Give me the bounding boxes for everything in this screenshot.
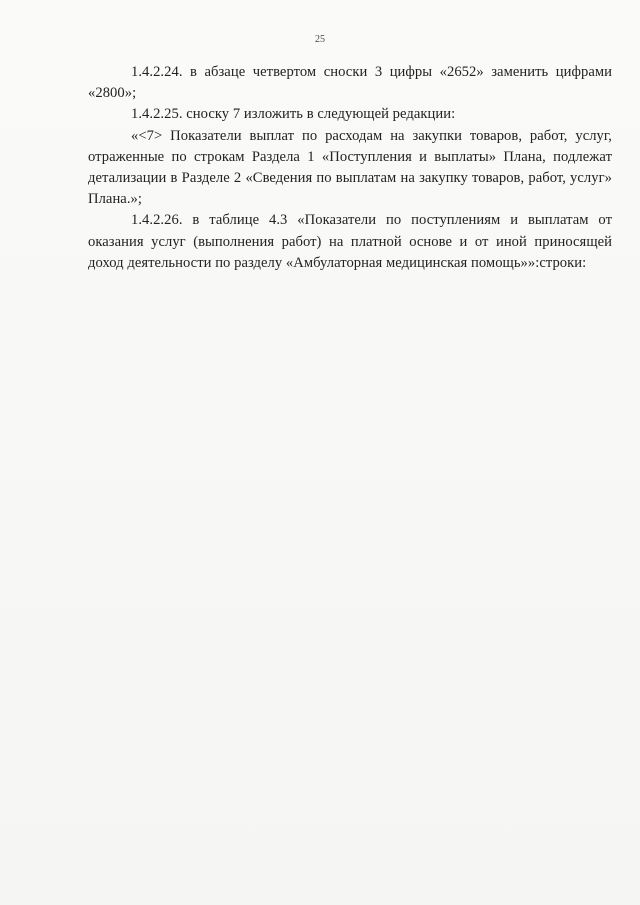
page-number: 25 [315,34,325,45]
paragraph-1-4-2-25: 1.4.2.25. сноску 7 изложить в следующей редакции: [131,106,456,123]
paragraph-1-4-2-24: 1.4.2.24. в абзаце четвертом сноски 3 цифры «2652» заменить цифрами «2800»; [88,64,612,102]
paragraph-1-4-2-26: 1.4.2.26. в таблице 4.3 «Показатели по поступлениям и выплатам от оказания услуг (выполнения работ) на платной основе и от иной приносящей доход деятельности по разделу «Амбулаторная медицинская помощь»»:строки: [88,212,612,271]
document-body [88,62,612,274]
paragraph-footnote-7: «<7> Показатели выплат по расходам на закупки товаров, работ, услуг, отраженные по строкам Раздела 1 «Поступления и выплаты» Плана, подлежат детализации в Разделе 2 «Сведения по выплатам на закупку товаров, работ, услуг» Плана.»; [88,127,612,208]
